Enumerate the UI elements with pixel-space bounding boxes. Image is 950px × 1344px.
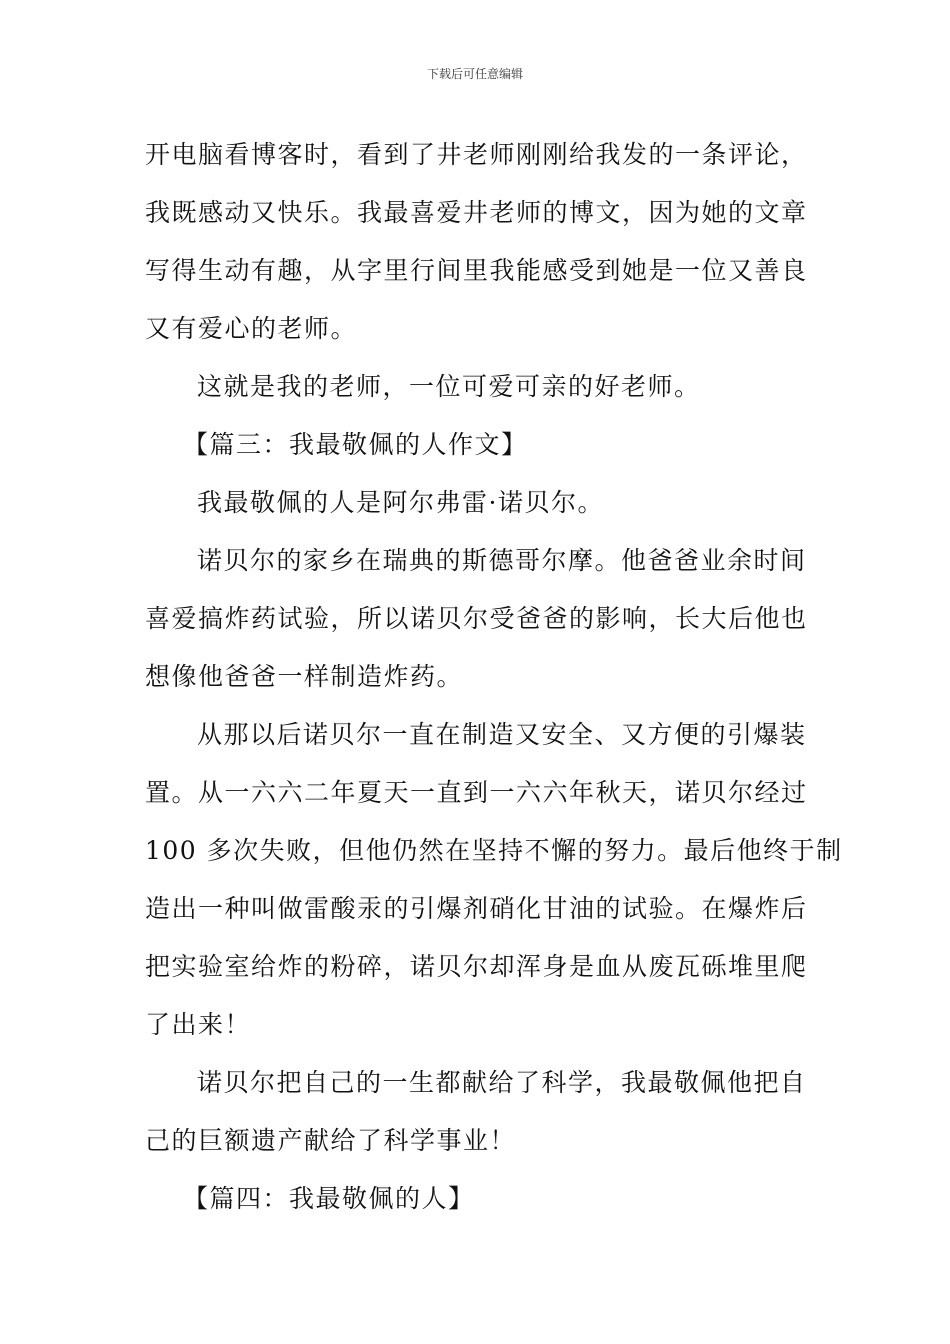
text-line: 置。从一六六二年夏天一直到一六六年秋天，诺贝尔经过 xyxy=(145,778,808,807)
text-line: 我既感动又快乐。我最喜爱井老师的博文，因为她的文章 xyxy=(145,198,808,227)
section-heading: 【篇三：我最敬佩的人作文】 xyxy=(183,430,528,459)
text-line: 想像他爸爸一样制造炸药。 xyxy=(145,662,464,691)
paragraph-start-line: 诺贝尔把自己的一生都献给了科学，我最敬佩他把自 xyxy=(197,1068,807,1097)
text-line: 开电脑看博客时，看到了井老师刚刚给我发的一条评论， xyxy=(145,140,808,169)
text-line: 己的巨额遗产献给了科学事业！ xyxy=(145,1126,517,1155)
text-line: 100 多次失败，但他仍然在坚持不懈的努力。最后他终于制 xyxy=(145,836,843,865)
paragraph-start-line: 这就是我的老师，一位可爱可亲的好老师。 xyxy=(197,372,701,401)
text-line: 喜爱搞炸药试验，所以诺贝尔受爸爸的影响，长大后他也 xyxy=(145,604,808,633)
text-line: 造出一种叫做雷酸汞的引爆剂硝化甘油的试验。在爆炸后 xyxy=(145,894,808,923)
paragraph-start-line: 诺贝尔的家乡在瑞典的斯德哥尔摩。他爸爸业余时间 xyxy=(197,546,807,575)
section-heading: 【篇四：我最敬佩的人】 xyxy=(183,1184,475,1213)
text-line: 把实验室给炸的粉碎，诺贝尔却浑身是血从废瓦砾堆里爬 xyxy=(145,952,808,981)
text-line: 又有爱心的老师。 xyxy=(145,314,358,343)
text-line: 写得生动有趣，从字里行间里我能感受到她是一位又善良 xyxy=(145,256,808,285)
paragraph-start-line: 我最敬佩的人是阿尔弗雷·诺贝尔。 xyxy=(197,488,604,517)
page-header-note: 下载后可任意编辑 xyxy=(426,67,523,81)
body-text xyxy=(145,126,843,1228)
paragraph-start-line: 从那以后诺贝尔一直在制造又安全、又方便的引爆装 xyxy=(197,720,807,749)
text-line: 了出来！ xyxy=(145,1010,252,1039)
